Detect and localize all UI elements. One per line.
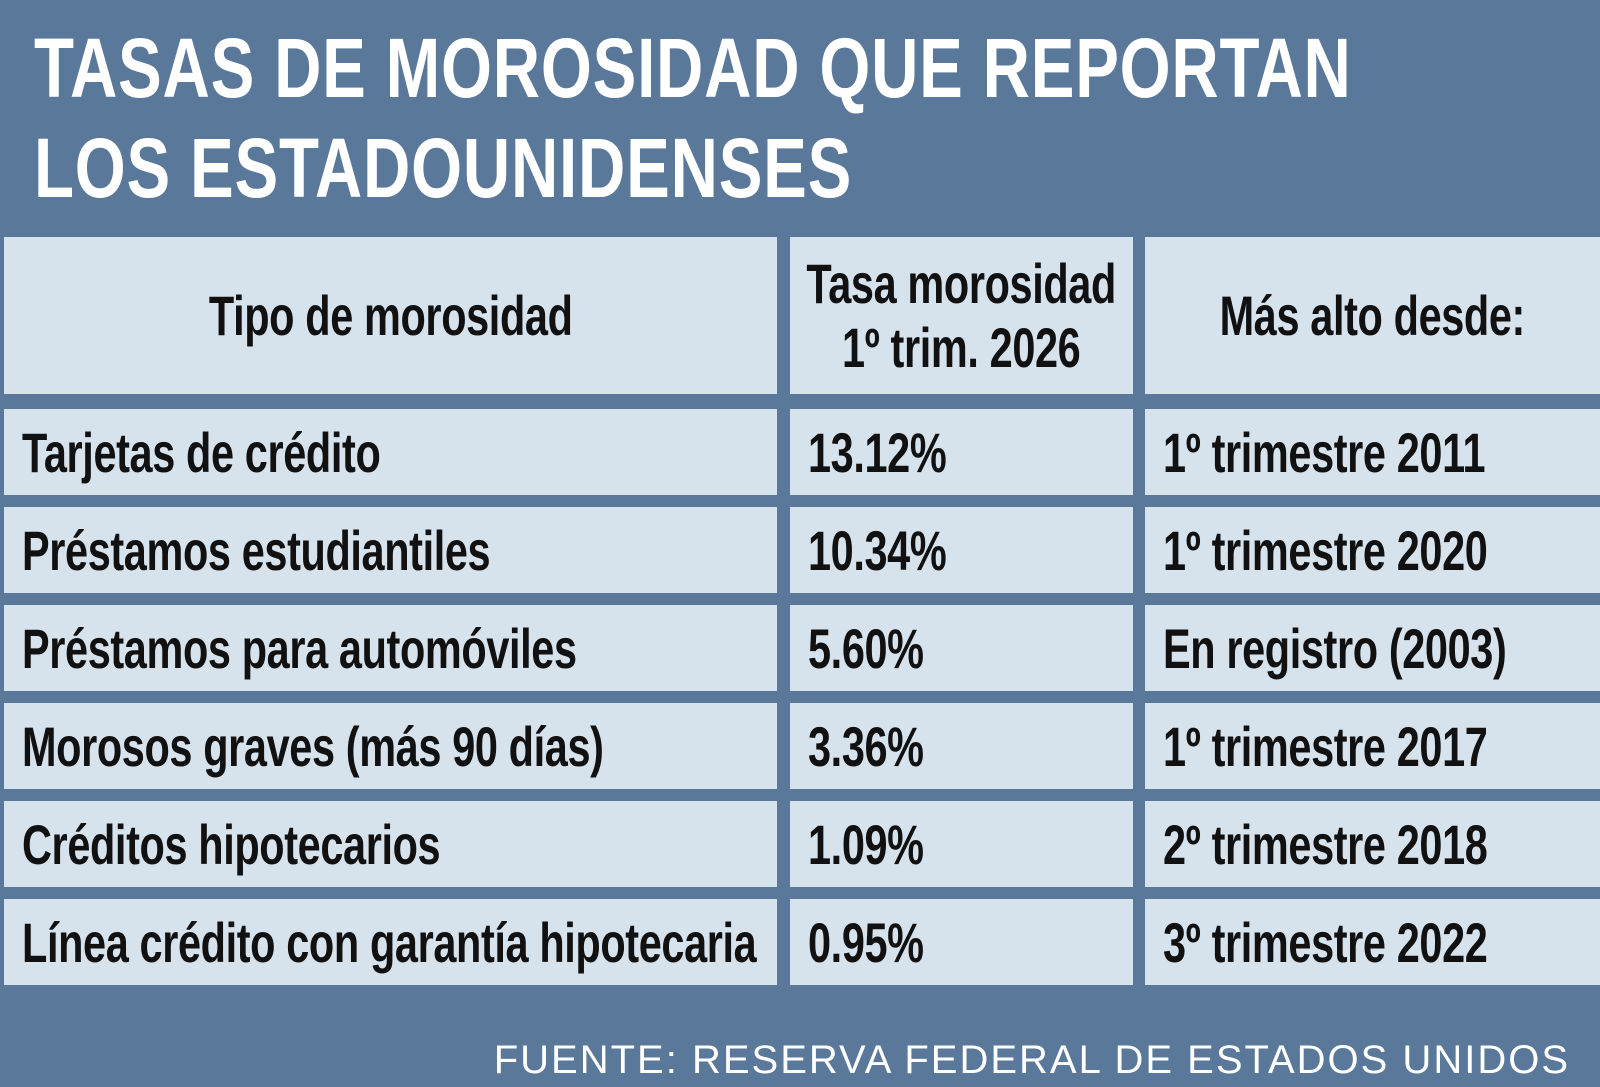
cell-rate (790, 899, 1133, 985)
cell-type (4, 899, 777, 985)
cell-rate (790, 801, 1133, 887)
header-rate-label (807, 252, 1117, 380)
cell-since (1145, 899, 1600, 985)
cell-rate-text: 3.36% (808, 714, 924, 778)
cell-since (1145, 507, 1600, 593)
cell-type (4, 801, 777, 887)
cell-type (4, 507, 777, 593)
cell-rate (790, 703, 1133, 789)
header-rate-line-1: Tasa morosidad (806, 251, 1117, 315)
cell-rate (790, 605, 1133, 691)
cell-rate-text: 5.60% (808, 616, 924, 680)
cell-since-text: 3º trimestre 2022 (1163, 910, 1488, 974)
title-line-2: LOS ESTADOUNIDENSES (34, 121, 853, 215)
cell-rate-text: 1.09% (808, 812, 924, 876)
cell-type (4, 703, 777, 789)
cell-since (1145, 703, 1600, 789)
source-note: FUENTE: RESERVA FEDERAL DE ESTADOS UNIDOS (493, 1038, 1570, 1082)
cell-type-text: Tarjetas de crédito (22, 420, 381, 484)
cell-type (4, 409, 777, 495)
header-rate-line-2: 1º trim. 2026 (842, 315, 1081, 379)
header-type-label: Tipo de morosidad (208, 283, 573, 347)
header-type (4, 237, 777, 394)
cell-since-text: 1º trimestre 2017 (1163, 714, 1488, 778)
cell-type-text: Morosos graves (más 90 días) (22, 714, 604, 778)
cell-since (1145, 409, 1600, 495)
cell-type-text: Préstamos estudiantiles (22, 518, 491, 582)
cell-type-text: Créditos hipotecarios (22, 812, 441, 876)
header-since-label: Más alto desde: (1219, 283, 1526, 347)
cell-rate-text: 0.95% (808, 910, 924, 974)
cell-since-text: 2º trimestre 2018 (1163, 812, 1488, 876)
cell-since-text: 1º trimestre 2011 (1163, 420, 1486, 484)
cell-since (1145, 801, 1600, 887)
page-title (34, 18, 1352, 218)
cell-type-text: Préstamos para automóviles (22, 616, 577, 680)
title-line-1: TASAS DE MOROSIDAD QUE REPORTAN (34, 21, 1352, 115)
cell-since (1145, 605, 1600, 691)
cell-since-text: 1º trimestre 2020 (1163, 518, 1488, 582)
cell-type-text: Línea crédito con garantía hipotecaria (22, 910, 757, 974)
cell-rate-text: 10.34% (808, 518, 947, 582)
header-rate (790, 237, 1133, 394)
cell-since-text: En registro (2003) (1163, 616, 1507, 680)
header-since (1145, 237, 1600, 394)
cell-rate (790, 409, 1133, 495)
cell-rate-text: 13.12% (808, 420, 947, 484)
cell-type (4, 605, 777, 691)
cell-rate (790, 507, 1133, 593)
